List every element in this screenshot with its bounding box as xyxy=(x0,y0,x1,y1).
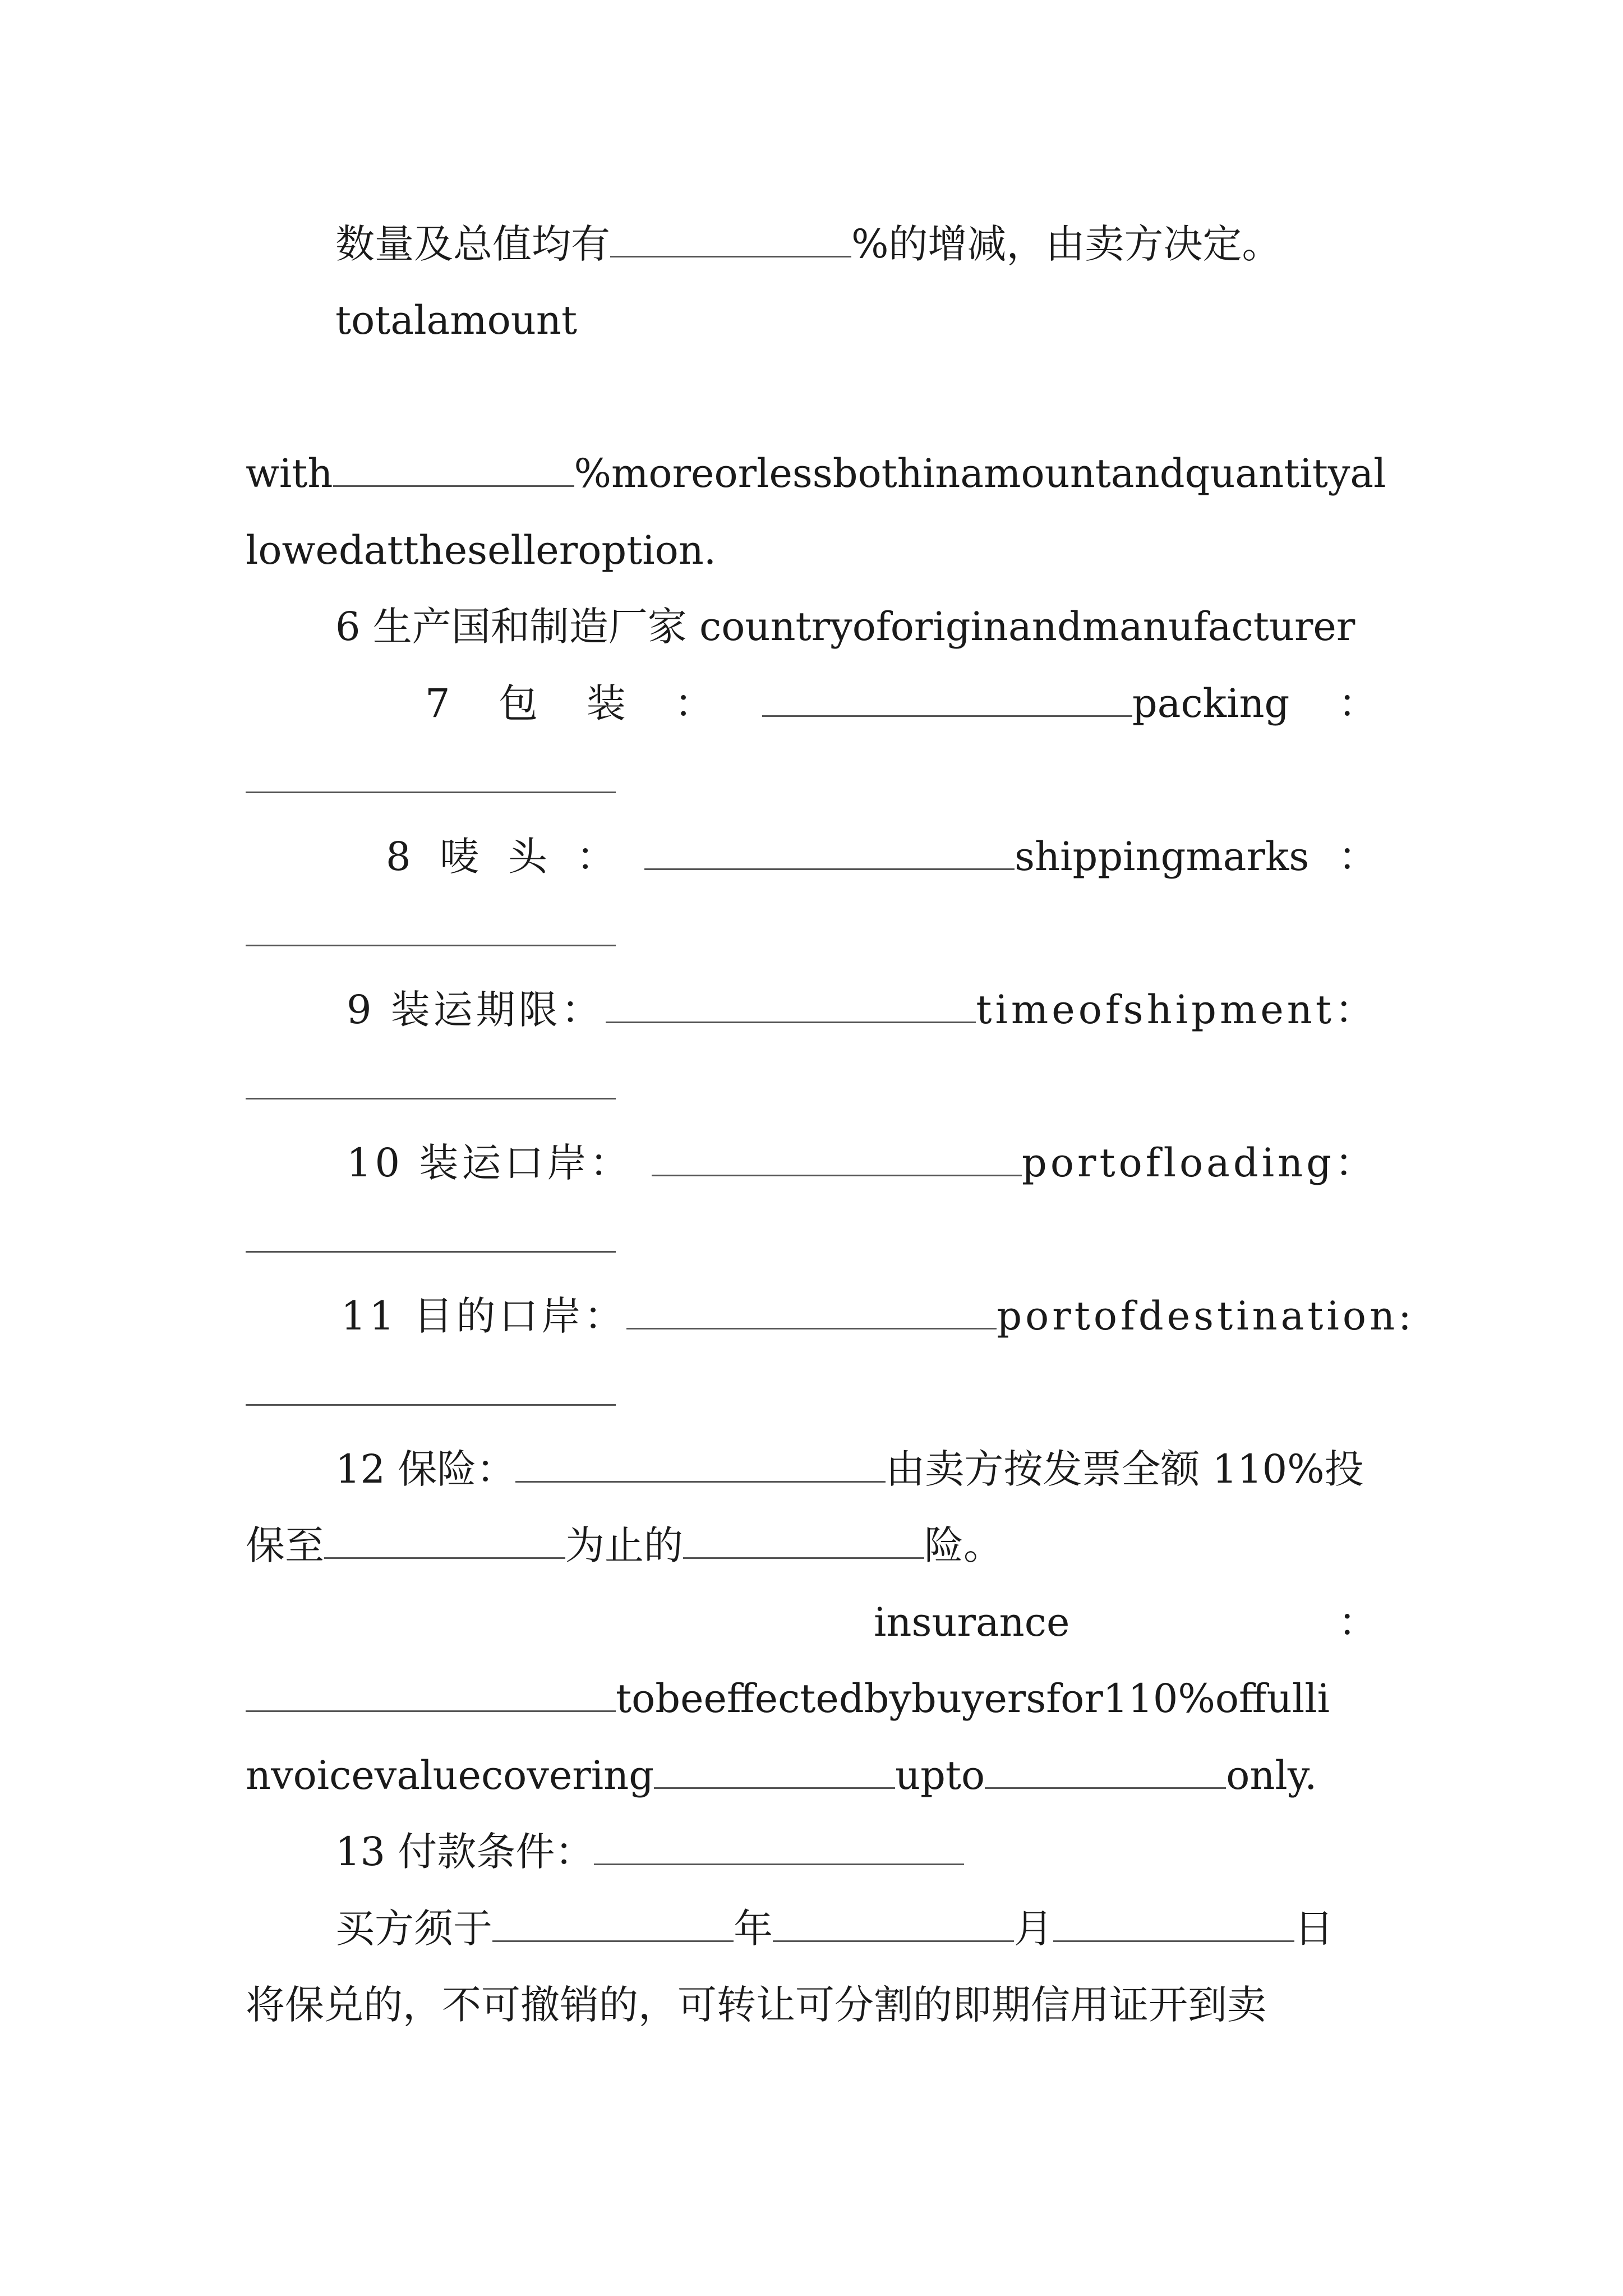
text: 装 xyxy=(586,680,626,726)
item-10-loading xyxy=(246,1125,1377,1202)
blank-field xyxy=(515,1446,886,1483)
item-10-blank-line xyxy=(246,1201,1377,1278)
invoice-value-line xyxy=(246,1737,1377,1814)
text: portofloading： xyxy=(1022,1140,1377,1186)
text: tobeeffectedbybuyersfor110%offulli xyxy=(616,1676,1330,1722)
blank-field xyxy=(610,220,851,257)
blank-field xyxy=(644,833,1015,870)
text: 10 装运口岸： xyxy=(347,1140,633,1186)
item-8-marks xyxy=(246,818,1377,895)
text: 12 保险： xyxy=(335,1446,516,1492)
insurance-en-line-2 xyxy=(246,1660,1377,1737)
item-13-payment xyxy=(246,1814,1377,1890)
text: 保至 xyxy=(246,1522,324,1568)
blank-field xyxy=(652,1139,1022,1176)
insurance-en-line xyxy=(246,1584,1377,1661)
text: 头 xyxy=(508,834,547,880)
item-12-line-2 xyxy=(246,1507,1377,1584)
blank-field xyxy=(246,1216,616,1253)
total-amount-line xyxy=(246,282,1377,359)
text: 8 xyxy=(386,834,411,880)
text: 7 xyxy=(425,680,450,726)
blank-field xyxy=(594,1828,964,1865)
text: 6 生产国和制造厂家 countryoforiginandmanufacturer xyxy=(335,604,1355,650)
blank-field xyxy=(683,1522,924,1559)
text: 将保兑的，不可撤销的，可转让可分割的即期信用证开到卖 xyxy=(246,1982,1266,2028)
text: ： xyxy=(1338,834,1377,880)
blank-field xyxy=(1053,1905,1294,1942)
blank-field xyxy=(773,1905,1014,1942)
blank-field xyxy=(246,1369,616,1406)
blank-field xyxy=(492,1905,734,1942)
item-12-insurance xyxy=(246,1431,1377,1508)
text: 为止的 xyxy=(565,1522,683,1568)
text: ： xyxy=(674,680,714,726)
text: 买方须于 xyxy=(335,1906,492,1952)
blank-field xyxy=(324,1522,565,1559)
item-9-blank-line xyxy=(246,1048,1377,1125)
quantity-tolerance-line xyxy=(246,206,1377,283)
blank-field xyxy=(246,909,616,946)
text: 9 装运期限： xyxy=(347,987,604,1033)
text: 月 xyxy=(1014,1906,1053,1952)
more-or-less-line xyxy=(246,435,1386,512)
text: 数量及总值均有 xyxy=(335,221,610,267)
text: upto xyxy=(895,1752,985,1798)
text: totalamount xyxy=(335,297,578,343)
blank-field xyxy=(654,1752,895,1789)
text: insurance xyxy=(874,1599,1070,1645)
text: only. xyxy=(1226,1752,1317,1798)
seller-option-line xyxy=(246,512,1377,589)
text: 11 目的口岸： xyxy=(341,1293,627,1339)
text: 日 xyxy=(1294,1906,1334,1952)
text: shippingmarks xyxy=(1015,834,1310,880)
text: portofdestination: xyxy=(997,1293,1415,1339)
blank-field xyxy=(333,450,574,487)
text: with xyxy=(246,450,333,496)
item-8-blank-line xyxy=(246,895,1377,972)
text: 年 xyxy=(734,1906,773,1952)
text: ： xyxy=(1338,1599,1377,1645)
text: 由卖方按发票全额 110%投 xyxy=(886,1446,1364,1492)
text: 包 xyxy=(499,680,538,726)
text: ： xyxy=(1338,680,1377,726)
blank-field xyxy=(246,1062,616,1099)
blank-field xyxy=(246,1675,616,1712)
item-6-origin xyxy=(246,588,1377,665)
text: ： xyxy=(576,834,616,880)
text: 13 付款条件： xyxy=(335,1829,594,1875)
text: %的增减，由卖方决定。 xyxy=(851,221,1281,267)
item-11-blank-line xyxy=(246,1354,1377,1431)
text: 险。 xyxy=(924,1522,1003,1568)
credit-line xyxy=(246,1967,1377,2044)
buyer-date-line xyxy=(246,1890,1377,1967)
text: 唛 xyxy=(440,834,479,880)
blank-field xyxy=(626,1292,997,1329)
blank-field xyxy=(606,986,976,1023)
text: lowedattheselleroption. xyxy=(246,527,717,573)
text: %moreorlessbothinamountandquantityal xyxy=(574,450,1386,496)
blank-field xyxy=(246,756,616,793)
item-9-time xyxy=(246,972,1377,1048)
item-7-blank-line xyxy=(246,742,1377,818)
text: timeofshipment： xyxy=(976,987,1377,1033)
blank-field xyxy=(762,680,1132,717)
item-11-destination xyxy=(246,1278,1415,1355)
text: nvoicevaluecovering xyxy=(246,1752,654,1798)
blank-field xyxy=(985,1752,1226,1789)
item-7-packing xyxy=(246,665,1377,742)
text: packing xyxy=(1132,680,1290,726)
